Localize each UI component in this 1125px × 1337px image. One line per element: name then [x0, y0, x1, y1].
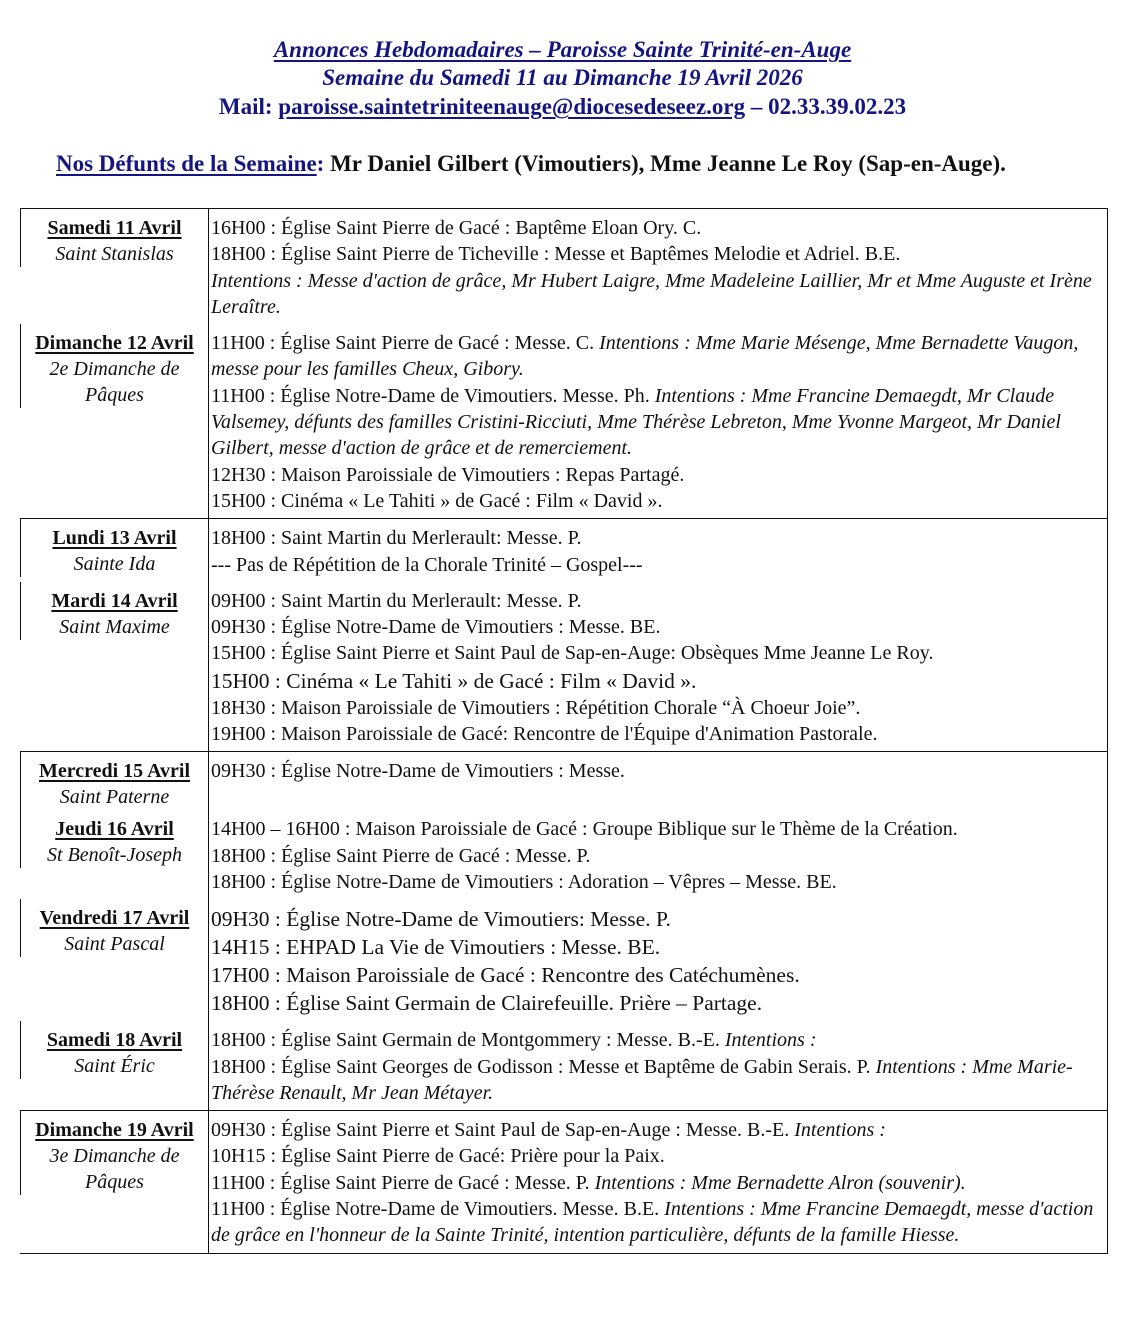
day-header: [20, 899, 208, 957]
event-item: [211, 721, 1107, 747]
section-rows: [20, 209, 1107, 518]
day-name: Mardi 14 Avril: [51, 589, 178, 612]
event-text: 15H00 : Cinéma « Le Tahiti » de Gacé : Film « David ».: [211, 489, 663, 512]
event-text: 15H00 : Église Saint Pierre et Saint Paul de Sap-en-Auge: Obsèques Mme Jeanne Le Roy.: [211, 642, 934, 665]
day-header: [20, 582, 208, 640]
event-text: 15H00 : Cinéma « Le Tahiti » de Gacé : Film « David ».: [211, 668, 697, 693]
events-cell: [209, 899, 1107, 1021]
saint-name: Saint Maxime: [59, 615, 170, 638]
week-subtitle: Semaine du Samedi 11 au Dimanche 19 Avril 2026: [322, 65, 803, 90]
day-header: [20, 324, 208, 408]
section-rows: [20, 519, 1107, 751]
schedule-table: [20, 208, 1108, 1254]
event-text: 09H30 : Église Notre-Dame de Vimoutiers: Messe. P.: [211, 907, 671, 932]
schedule-section: [20, 518, 1108, 751]
events-cell: [209, 324, 1107, 518]
defunts-names: Mr Daniel Gilbert (Vimoutiers), Mme Jeanne Le Roy (Sap-en-Auge).: [324, 151, 1006, 176]
day-cell: [20, 582, 209, 751]
saint-name: 3e Dimanche de Pâques: [49, 1145, 180, 1194]
event-text: 18H00 : Église Saint Pierre de Ticheville : Messe et Baptêmes Melodie et Adriel. B.E.: [211, 243, 901, 266]
day-row: [20, 899, 1107, 1021]
events-cell: [209, 519, 1107, 582]
event-text: 18H00 : Église Saint Georges de Godisson : Messe et Baptême de Gabin Serais. P.: [211, 1055, 876, 1078]
saint-name: Saint Stanislas: [55, 243, 174, 265]
phone-number: – 02.33.39.02.23: [745, 94, 907, 119]
event-intentions: Intentions :: [794, 1119, 886, 1142]
events-cell: [209, 582, 1107, 751]
event-item: [211, 989, 1107, 1017]
day-name: Vendredi 17 Avril: [39, 907, 190, 930]
day-cell: [20, 519, 209, 582]
event-item: [211, 462, 1107, 488]
schedule-section: [20, 751, 1108, 1110]
saint-name: St Benoît-Joseph: [47, 844, 182, 867]
event-item: [211, 869, 1107, 895]
event-item: [211, 1027, 1107, 1053]
day-cell: [20, 899, 209, 1021]
defunts-label: Nos Défunts de la Semaine: [56, 151, 317, 176]
day-header: [20, 519, 208, 577]
day-row: [20, 752, 1107, 810]
day-name: Samedi 18 Avril: [46, 1029, 183, 1052]
day-name: Dimanche 12 Avril: [35, 332, 194, 355]
event-item: [211, 843, 1107, 869]
event-intentions: Intentions :: [724, 1029, 817, 1052]
day-cell: [20, 810, 209, 899]
event-item: [211, 667, 1107, 695]
event-text: --- Pas de Répétition de la Chorale Trinité – Gospel---: [211, 553, 643, 576]
event-text: 14H00 – 16H00 : Maison Paroissiale de Gacé : Groupe Biblique sur le Thème de la Création.: [211, 818, 958, 841]
defunts-separator: :: [316, 151, 325, 176]
page-title: [0, 36, 1125, 64]
event-item: [211, 614, 1107, 640]
events-cell: [209, 209, 1107, 324]
event-item: [211, 330, 1107, 383]
event-item: [211, 215, 1107, 241]
day-cell: [20, 1111, 209, 1252]
mail-label: Mail:: [218, 94, 279, 119]
event-item: [211, 488, 1107, 514]
event-text: 18H00 : Saint Martin du Merlerault: Messe. P.: [211, 527, 582, 550]
event-intentions: Intentions : Mme Marie-Thérèse Renault, Mr Jean Métayer.: [211, 1055, 1073, 1104]
day-row: [20, 810, 1107, 899]
day-header: [20, 209, 208, 267]
event-item: [211, 552, 1107, 578]
event-text: 18H00 : Église Saint Germain de Montgommery : Messe. B.-E.: [211, 1029, 725, 1052]
day-cell: [20, 324, 209, 518]
section-rows: [20, 752, 1107, 1110]
event-item: [211, 816, 1107, 842]
events-cell: [209, 810, 1107, 899]
day-name: Samedi 11 Avril: [47, 217, 182, 239]
event-item: [211, 588, 1107, 614]
event-item: [211, 525, 1107, 551]
day-row: [20, 519, 1107, 582]
events-cell: [209, 752, 1107, 810]
events-cell: [209, 1111, 1107, 1252]
day-row: [20, 209, 1107, 324]
event-text: 09H00 : Saint Martin du Merlerault: Messe. P.: [211, 589, 582, 612]
day-header: [20, 752, 208, 810]
section-rows: [20, 1111, 1107, 1252]
saint-name: Saint Pascal: [64, 933, 165, 956]
event-item: [211, 1196, 1107, 1249]
event-text: 19H00 : Maison Paroissiale de Gacé: Rencontre de l'Équipe d'Animation Pastorale.: [211, 723, 878, 746]
event-text: 09H30 : Église Saint Pierre et Saint Paul de Sap-en-Auge : Messe. B.-E.: [211, 1119, 795, 1142]
day-row: [20, 324, 1107, 518]
event-item: [211, 1054, 1107, 1107]
event-item: [211, 933, 1107, 961]
event-item: [211, 383, 1107, 462]
saint-name: 2e Dimanche de Pâques: [49, 358, 180, 407]
day-header: [20, 1021, 208, 1079]
day-cell: [20, 1021, 209, 1110]
event-item: [211, 758, 1107, 784]
saint-name: Saint Paterne: [59, 786, 170, 809]
event-text: 11H00 : Église Notre-Dame de Vimoutiers. Messe. Ph.: [211, 384, 655, 407]
event-item: [211, 241, 1107, 267]
saint-name: Sainte Ida: [73, 553, 156, 576]
day-row: [20, 1021, 1107, 1110]
event-text: 18H00 : Église Saint Germain de Clairefeuille. Prière – Partage.: [211, 991, 763, 1016]
event-text: 11H00 : Église Saint Pierre de Gacé : Messe. C.: [211, 332, 600, 355]
event-item: [211, 695, 1107, 721]
event-item: [211, 640, 1107, 666]
event-text: 12H30 : Maison Paroissiale de Vimoutiers : Repas Partagé.: [211, 463, 685, 486]
event-text: 09H30 : Église Notre-Dame de Vimoutiers : Messe. BE.: [211, 616, 661, 639]
event-text: 09H30 : Église Notre-Dame de Vimoutiers : Messe.: [211, 760, 625, 783]
title-text: Annonces Hebdomadaires – Paroisse Sainte Trinité-en-Auge: [273, 37, 852, 62]
day-row: [20, 582, 1107, 751]
day-cell: [20, 209, 209, 324]
event-intentions: Intentions : Mme Marie Mésenge, Mme Bernadette Vaugon, messe pour les familles Cheux, Gibory.: [211, 332, 1079, 381]
day-row: [20, 1111, 1107, 1252]
day-header: [20, 810, 208, 868]
document-header: [0, 36, 1125, 122]
event-text: 14H15 : EHPAD La Vie de Vimoutiers : Messe. BE.: [211, 935, 661, 960]
event-intentions: Intentions : Mme Francine Demaegdt, messe d'action de grâce en l'honneur de la Sainte Trinité, intention particulière, défunts de la famille Hiesse.: [211, 1198, 1094, 1247]
event-item: [211, 1170, 1107, 1196]
defunts-line: [56, 151, 1006, 177]
event-intentions: Intentions : Mme Francine Demaegdt, Mr Claude Valsemey, défunts des familles Cristini-Ricciuti, Mme Thérèse Lebreton, Mme Yvonne Margeot, Mr Daniel Gilbert, messe d'action de grâce et de remerciement.: [211, 384, 1061, 460]
event-text: 18H00 : Église Notre-Dame de Vimoutiers : Adoration – Vêpres – Messe. BE.: [211, 870, 837, 893]
event-item: [211, 1117, 1107, 1143]
saint-name: Saint Éric: [74, 1055, 155, 1078]
day-name: Dimanche 19 Avril: [35, 1119, 194, 1142]
event-intentions: Intentions : Messe d'action de grâce, Mr Hubert Laigre, Mme Madeleine Laillier, Mr et Mme Auguste et Irène Leraître.: [211, 269, 1092, 318]
events-cell: [209, 1021, 1107, 1110]
event-text: 10H15 : Église Saint Pierre de Gacé: Prière pour la Paix.: [211, 1145, 665, 1168]
schedule-section: [20, 1110, 1108, 1253]
email-link[interactable]: paroisse.saintetriniteenauge@diocesedeseez.org: [278, 94, 746, 119]
contact-line: [0, 92, 1125, 122]
day-name: Lundi 13 Avril: [52, 527, 177, 550]
event-item: [211, 268, 1107, 321]
event-item: [211, 961, 1107, 989]
event-item: [211, 905, 1107, 933]
event-text: 17H00 : Maison Paroissiale de Gacé : Rencontre des Catéchumènes.: [211, 963, 800, 988]
day-header: [20, 1111, 208, 1195]
event-text: 18H30 : Maison Paroissiale de Vimoutiers : Répétition Chorale “À Choeur Joie”.: [211, 696, 861, 719]
event-intentions: Intentions : Mme Bernadette Alron (souvenir).: [594, 1171, 966, 1194]
event-text: 11H00 : Église Notre-Dame de Vimoutiers. Messe. B.E.: [211, 1198, 665, 1221]
day-cell: [20, 752, 209, 810]
event-text: 11H00 : Église Saint Pierre de Gacé : Messe. P.: [211, 1171, 595, 1194]
day-name: Mercredi 15 Avril: [38, 760, 191, 783]
day-name: Jeudi 16 Avril: [55, 818, 174, 841]
event-text: 16H00 : Église Saint Pierre de Gacé : Baptême Eloan Ory. C.: [211, 217, 702, 239]
event-text: 18H00 : Église Saint Pierre de Gacé : Messe. P.: [211, 844, 591, 867]
schedule-section: [20, 208, 1108, 518]
event-item: [211, 1143, 1107, 1169]
